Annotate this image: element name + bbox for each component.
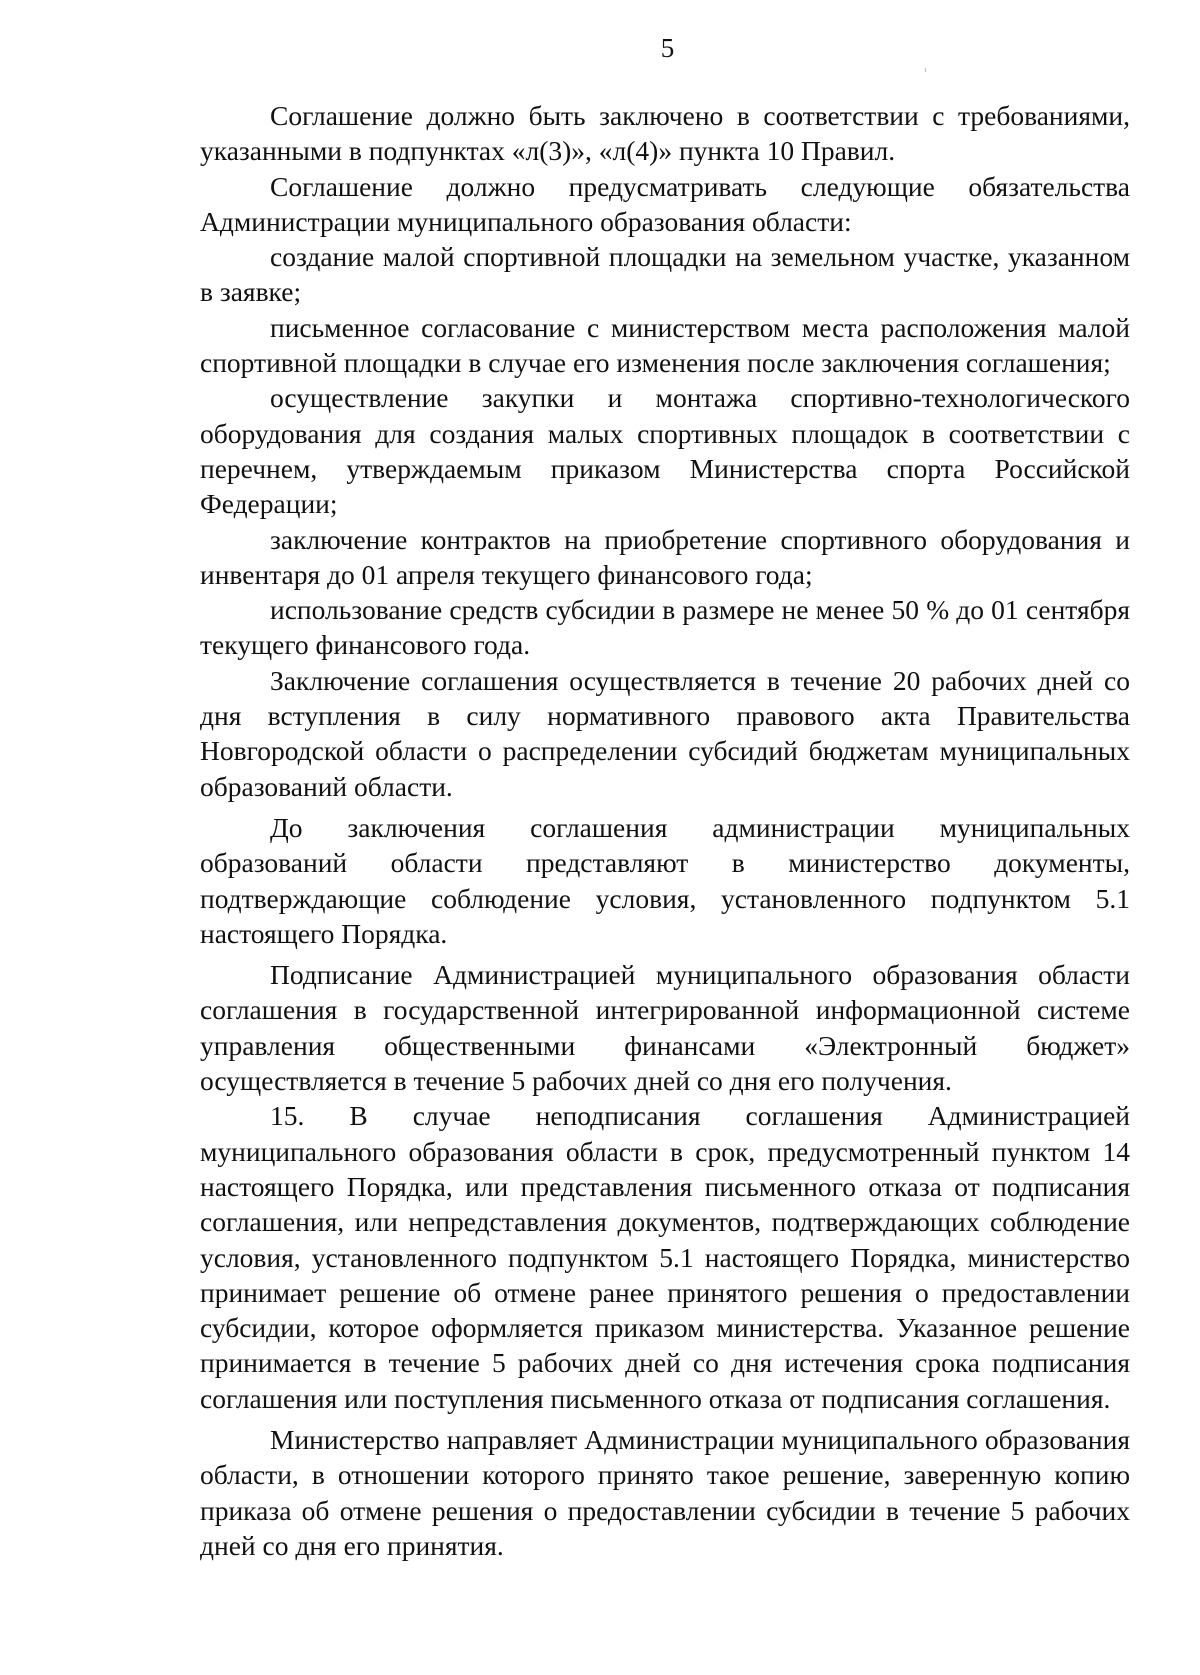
paragraph-obligation-create-site: создание малой спортивной площадки на земельном участке, указанном в заявке; (200, 241, 1130, 308)
paragraph-documents-submission: До заключения соглашения администрации муниципальных образований области представляют в министерство документы, подтверждающие соблюдение условия, установленного подпунктом 5.1 настоящего Порядка. (200, 811, 1130, 949)
paragraph-obligation-location-approval: письменное согласование с министерством места расположения малой спортивной площадки в случае его изменения после заключения соглашения; (200, 311, 1130, 379)
page-number: 5 (660, 33, 675, 63)
paragraph-obligation-equipment-procurement: осуществление закупки и монтажа спортивно-технологического оборудования для создания малых спортивных площадок в соответствии с перечнем, утверждаемым приказом Министерства спорта Российской Федерации; (200, 382, 1130, 520)
document-body (200, 98, 1130, 1563)
paragraph-obligation-contracts: заключение контрактов на приобретение спортивного оборудования и инвентаря до 01 апреля текущего финансового года; (200, 523, 1130, 590)
paragraph-agreement-requirements: Соглашение должно быть заключено в соответствии с требованиями, указанными в подпунктах «л(3)», «л(4)» пункта 10 Правил. (200, 100, 1130, 167)
paragraph-ministry-notification: Министерство направляет Администрации муниципального образования области, в отношении которого принято такое решение, заверенную копию приказа об отмене решения о предоставлении субсидии в течение 5 рабочих дней со дня его принятия. (200, 1423, 1130, 1561)
paragraph-electronic-budget-signing: Подписание Администрацией муниципального образования области соглашения в государственной интегрированной информационной системе управления общественными финансами «Электронный бюджет» осуществляется в течение 5 рабочих дней со дня его получения. (200, 959, 1130, 1097)
paragraph-obligation-subsidy-use: использование средств субсидии в размере не менее 50 % до 01 сентября текущего финансового года. (200, 594, 1130, 661)
paragraph-agreement-obligations: Соглашение должно предусматривать следующие обязательства Администрации муниципального образования области: (200, 170, 1130, 237)
paragraph-clause-15: 15. В случае неподписания соглашения Администрацией муниципального образования области в срок, предусмотренный пунктом 14 настоящего Порядка, или представления письменного отказа от подписания соглашения, или непредставления документов, подтверждающих соблюдение условия, установленного подпунктом 5.1 настоящего Порядка, министерство принимает решение об отмене ранее принятого решения о предоставлении субсидии, которое оформляется приказом министерства. Указанное решение принимается в течение 5 рабочих дней со дня истечения срока подписания соглашения или поступления письменного отказа от подписания соглашения. (200, 1100, 1130, 1414)
paragraph-agreement-timeline: Заключение соглашения осуществляется в течение 20 рабочих дней со дня вступления в силу нормативного правового акта Правительства Новгородской области о распределении субсидий бюджетам муниципальных образований области. (200, 664, 1130, 802)
scan-artifact (925, 68, 926, 72)
